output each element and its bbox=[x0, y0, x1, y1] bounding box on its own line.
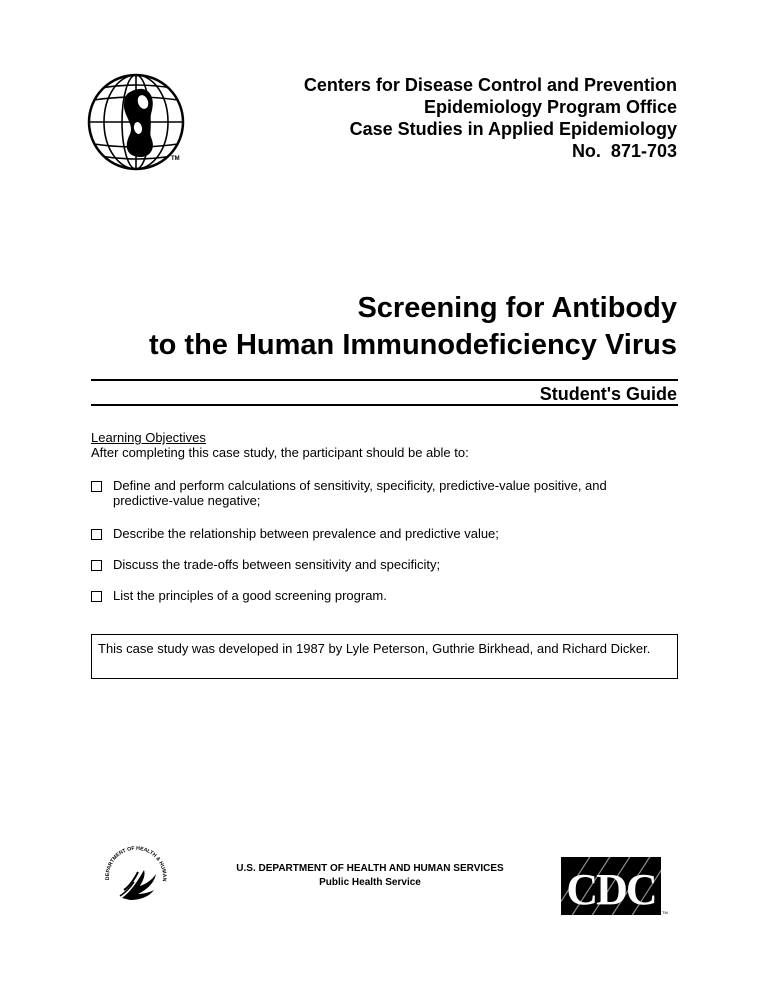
objective-item: List the principles of a good screening program. bbox=[91, 588, 678, 603]
header-block bbox=[304, 74, 677, 162]
bottom-divider bbox=[91, 404, 678, 406]
learning-objectives bbox=[91, 430, 678, 603]
guide-label: Student's Guide bbox=[539, 384, 677, 404]
header-series: Case Studies in Applied Epidemiology bbox=[349, 119, 677, 139]
top-divider bbox=[91, 379, 678, 381]
cdc-logo-icon bbox=[561, 857, 667, 915]
checkbox-icon bbox=[91, 529, 102, 540]
header-number: No. 871-703 bbox=[571, 141, 677, 161]
header-organization: Centers for Disease Control and Prevention bbox=[303, 75, 677, 95]
checkbox-icon bbox=[91, 560, 102, 571]
department-name: U.S. DEPARTMENT OF HEALTH AND HUMAN SERVICES bbox=[236, 863, 504, 874]
objectives-intro: After completing this case study, the participant should be able to: bbox=[91, 445, 469, 460]
title-line-2: to the Human Immunodeficiency Virus bbox=[148, 329, 677, 361]
objectives-heading: Learning Objectives bbox=[91, 430, 206, 445]
trademark-symbol: TM bbox=[171, 156, 180, 162]
checkbox-icon bbox=[91, 481, 102, 492]
svg-text:DEPARTMENT OF HEALTH & HUMAN S: DEPARTMENT OF HEALTH & HUMAN bbox=[104, 845, 168, 882]
objective-item: Discuss the trade-offs between sensitivity and specificity; bbox=[91, 557, 678, 572]
header-office: Epidemiology Program Office bbox=[423, 97, 677, 117]
svg-text:CDC: CDC bbox=[566, 865, 656, 914]
checkbox-icon bbox=[91, 591, 102, 602]
objective-item: Define and perform calculations of sensitivity, specificity, predictive-value positive, and predictive-value negative; bbox=[91, 478, 678, 508]
title-line-1: Screening for Antibody bbox=[357, 292, 677, 324]
svg-text:TM: TM bbox=[662, 910, 668, 915]
service-name: Public Health Service bbox=[319, 877, 421, 888]
footer-department bbox=[200, 862, 540, 890]
document-title bbox=[149, 290, 677, 364]
hhs-eagle-seal-icon bbox=[96, 840, 176, 920]
credit-box: This case study was developed in 1987 by Lyle Peterson, Guthrie Birkhead, and Richard Dicker. bbox=[91, 634, 678, 679]
objective-item: Describe the relationship between prevalence and predictive value; bbox=[91, 526, 678, 541]
